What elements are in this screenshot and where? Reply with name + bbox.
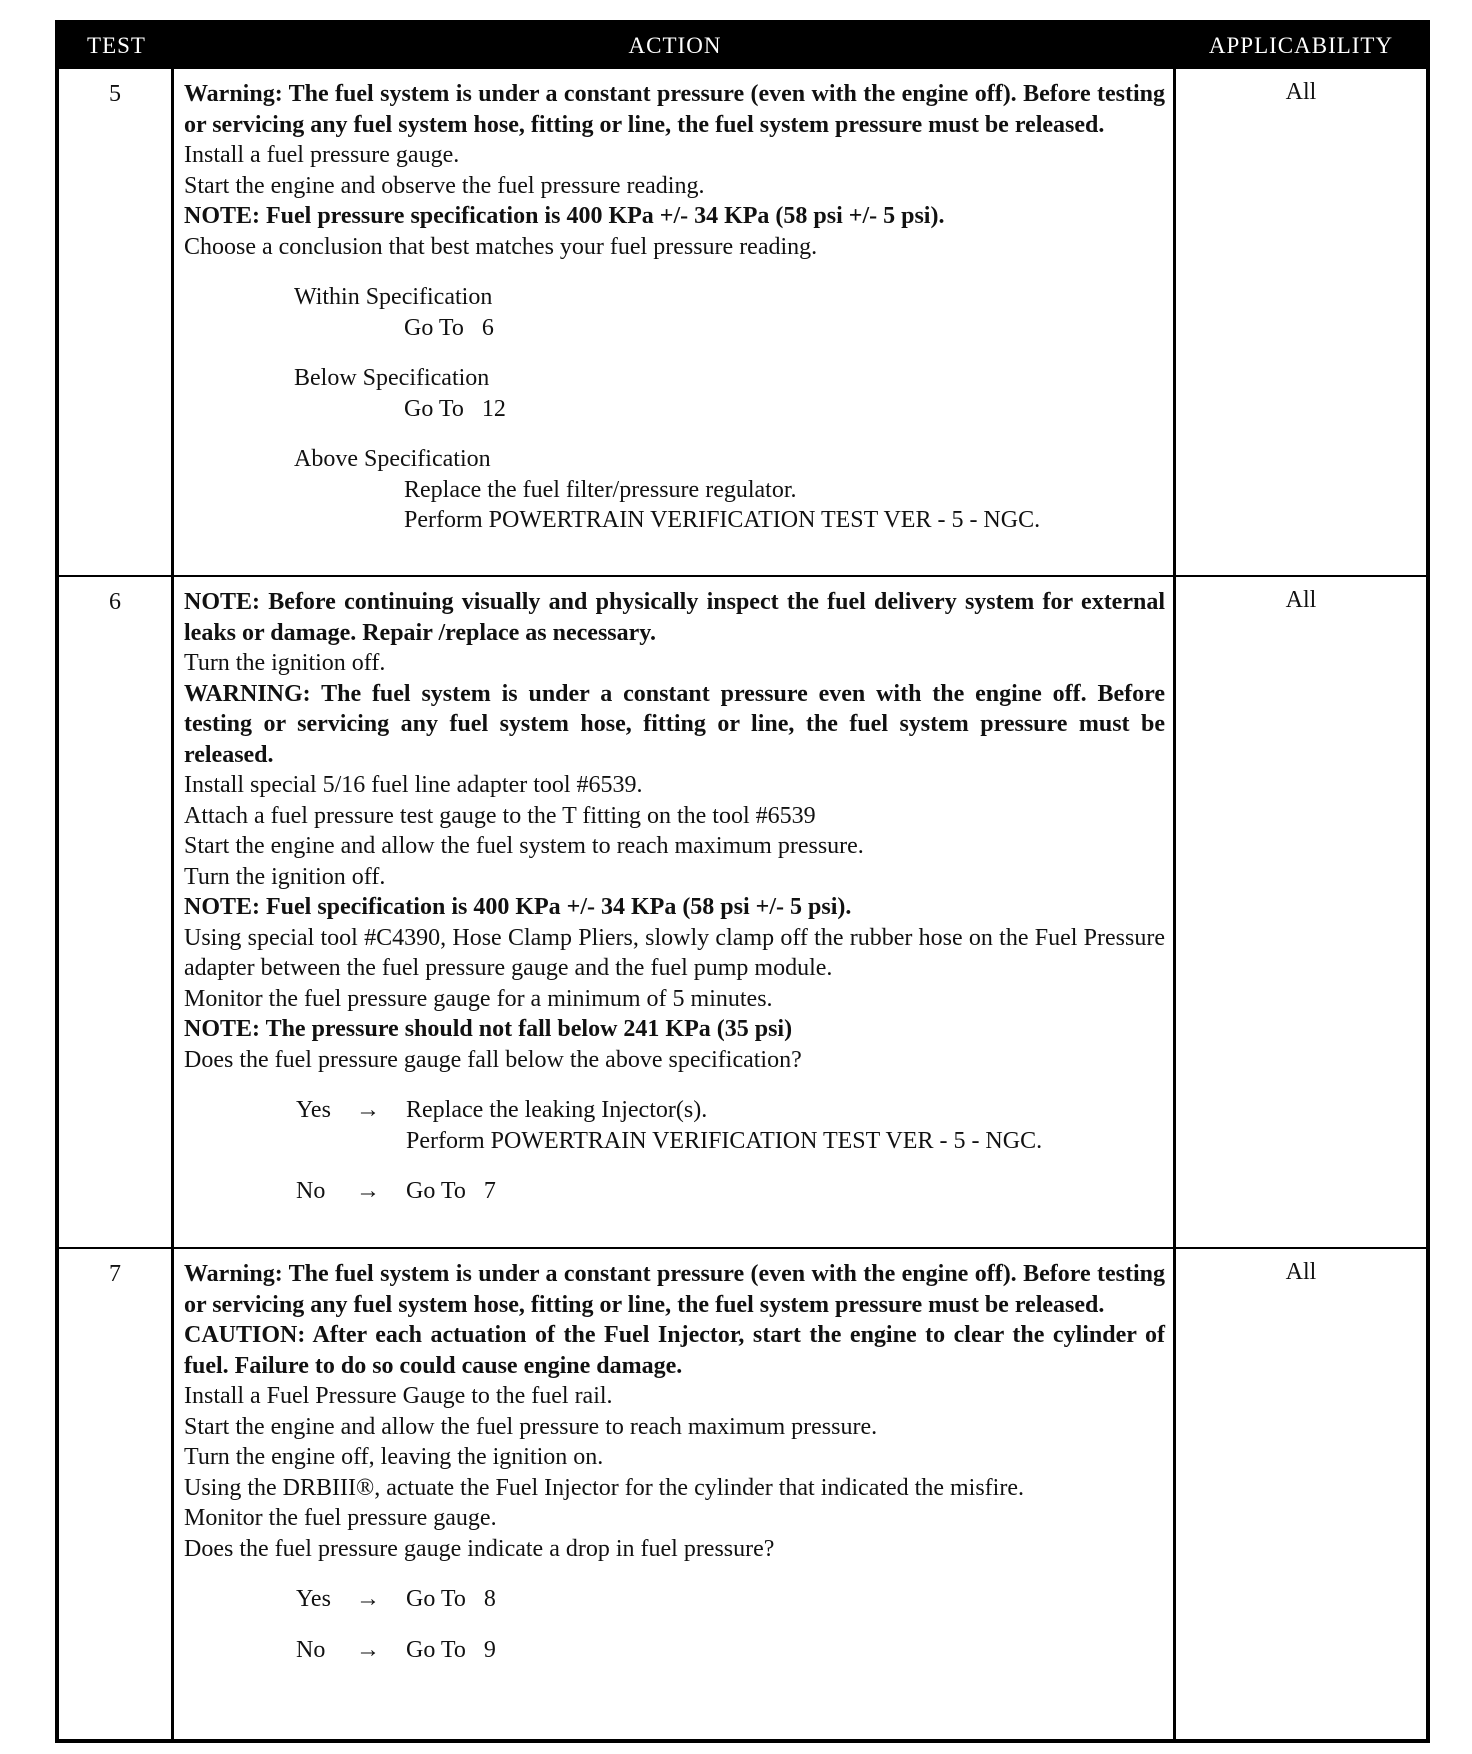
note-text: NOTE: Before continuing visually and physically inspect the fuel delivery system for external leaks or damage. Repair /replace as necessary. bbox=[184, 589, 1165, 646]
action-line: Install special 5/16 fuel line adapter tool #6539. bbox=[184, 772, 643, 798]
option-label: Within Specification bbox=[294, 284, 493, 310]
applicability: All bbox=[1285, 79, 1317, 105]
arrow-icon: → bbox=[356, 1178, 380, 1204]
option-result: Go To 12 bbox=[404, 395, 506, 422]
answer-label: Yes bbox=[296, 1586, 331, 1612]
option-label: Above Specification bbox=[294, 446, 491, 472]
action-line: Using the DRBIII®, actuate the Fuel Injector for the cylinder that indicated the misfire. bbox=[184, 1474, 1024, 1501]
note-text: NOTE: The pressure should not fall below 241 KPa (35 psi) bbox=[184, 1016, 793, 1042]
action-line: Install a fuel pressure gauge. bbox=[184, 142, 460, 168]
option-result: Replace the fuel filter/pressure regulator. bbox=[404, 476, 797, 503]
diagnostic-table bbox=[55, 20, 1430, 1743]
action-line: Start the engine and allow the fuel pressure to reach maximum pressure. bbox=[184, 1413, 878, 1440]
action-cell bbox=[174, 1249, 1176, 1739]
action-line: Choose a conclusion that best matches your fuel pressure reading. bbox=[184, 233, 818, 260]
note-text: NOTE: Fuel pressure specification is 400 KPa +/- 34 KPa (58 psi +/- 5 psi). bbox=[184, 203, 945, 229]
test-number: 6 bbox=[59, 577, 174, 1247]
warning-text: Warning: The fuel system is under a constant pressure (even with the engine off). Before testing or servicing any fuel system hose, fitting or line, the fuel system pressure must be released. bbox=[184, 81, 1165, 138]
action-line: Does the fuel pressure gauge fall below the above specification? bbox=[184, 1046, 802, 1073]
action-line: Turn the ignition off. bbox=[184, 863, 386, 890]
warning-text: WARNING: The fuel system is under a constant pressure even with the engine off. Before testing or servicing any fuel system hose, fitting or line, the fuel system pressure must be released. bbox=[184, 680, 1165, 768]
answer-result: Go To 7 bbox=[406, 1178, 496, 1204]
action-line: Start the engine and allow the fuel system to reach maximum pressure. bbox=[184, 833, 864, 859]
header-action: ACTION bbox=[628, 32, 722, 58]
caution-text: CAUTION: After each actuation of the Fuel Injector, start the engine to clear the cylinder of fuel. Failure to do so could cause engine damage. bbox=[184, 1322, 1165, 1379]
action-cell bbox=[174, 577, 1176, 1247]
arrow-icon: → bbox=[356, 1586, 380, 1612]
answer-result-line: Perform POWERTRAIN VERIFICATION TEST VER - 5 - NGC. bbox=[406, 1127, 1043, 1154]
test-number: 5 bbox=[59, 69, 174, 575]
table-row-test-7 bbox=[59, 1247, 1426, 1739]
action-line: Attach a fuel pressure test gauge to the T fitting on the tool #6539 bbox=[184, 802, 816, 829]
option-label: Below Specification bbox=[294, 365, 490, 391]
answer-result: Go To 9 bbox=[406, 1636, 496, 1663]
applicability: All bbox=[1285, 587, 1317, 613]
action-line: Install a Fuel Pressure Gauge to the fuel rail. bbox=[184, 1383, 613, 1409]
action-line: Turn the engine off, leaving the ignition on. bbox=[184, 1444, 604, 1470]
arrow-icon: → bbox=[356, 1097, 380, 1123]
option-result: Go To 6 bbox=[404, 314, 494, 341]
action-line: Monitor the fuel pressure gauge. bbox=[184, 1505, 497, 1531]
answer-result-line: Replace the leaking Injector(s). bbox=[406, 1097, 708, 1123]
action-line: Using special tool #C4390, Hose Clamp Pliers, slowly clamp off the rubber hose on the Fuel Pressure adapter between the fuel pressure gauge and the fuel pump module. bbox=[184, 924, 1165, 981]
header-applicability: APPLICABILITY bbox=[1208, 32, 1394, 58]
answer-yes bbox=[184, 1584, 1165, 1615]
table-header bbox=[59, 24, 1426, 67]
answer-label: No bbox=[296, 1636, 326, 1663]
action-line: Monitor the fuel pressure gauge for a minimum of 5 minutes. bbox=[184, 985, 773, 1012]
header-test: TEST bbox=[87, 32, 146, 58]
answer-no bbox=[184, 1635, 1165, 1666]
answer-label: Yes bbox=[296, 1097, 331, 1123]
answer-yes bbox=[184, 1095, 1165, 1156]
action-line: Start the engine and observe the fuel pressure reading. bbox=[184, 172, 705, 199]
warning-text: Warning: The fuel system is under a constant pressure (even with the engine off). Before testing or servicing any fuel system hose, fitting or line, the fuel system pressure must be released. bbox=[184, 1261, 1165, 1318]
option-result: Perform POWERTRAIN VERIFICATION TEST VER - 5 - NGC. bbox=[404, 507, 1041, 533]
table-row-test-5 bbox=[59, 67, 1426, 575]
answer-result bbox=[406, 1095, 1165, 1156]
answer-label: No bbox=[296, 1178, 326, 1204]
action-line: Does the fuel pressure gauge indicate a drop in fuel pressure? bbox=[184, 1535, 775, 1562]
answer-no bbox=[184, 1176, 1165, 1207]
test-number: 7 bbox=[59, 1249, 174, 1739]
answer-result: Go To 8 bbox=[406, 1586, 496, 1612]
table-row-test-6 bbox=[59, 575, 1426, 1247]
action-cell bbox=[174, 69, 1176, 575]
note-text: NOTE: Fuel specification is 400 KPa +/- 34 KPa (58 psi +/- 5 psi). bbox=[184, 894, 852, 920]
applicability: All bbox=[1285, 1259, 1317, 1285]
action-line: Turn the ignition off. bbox=[184, 650, 386, 676]
arrow-icon: → bbox=[356, 1636, 380, 1663]
